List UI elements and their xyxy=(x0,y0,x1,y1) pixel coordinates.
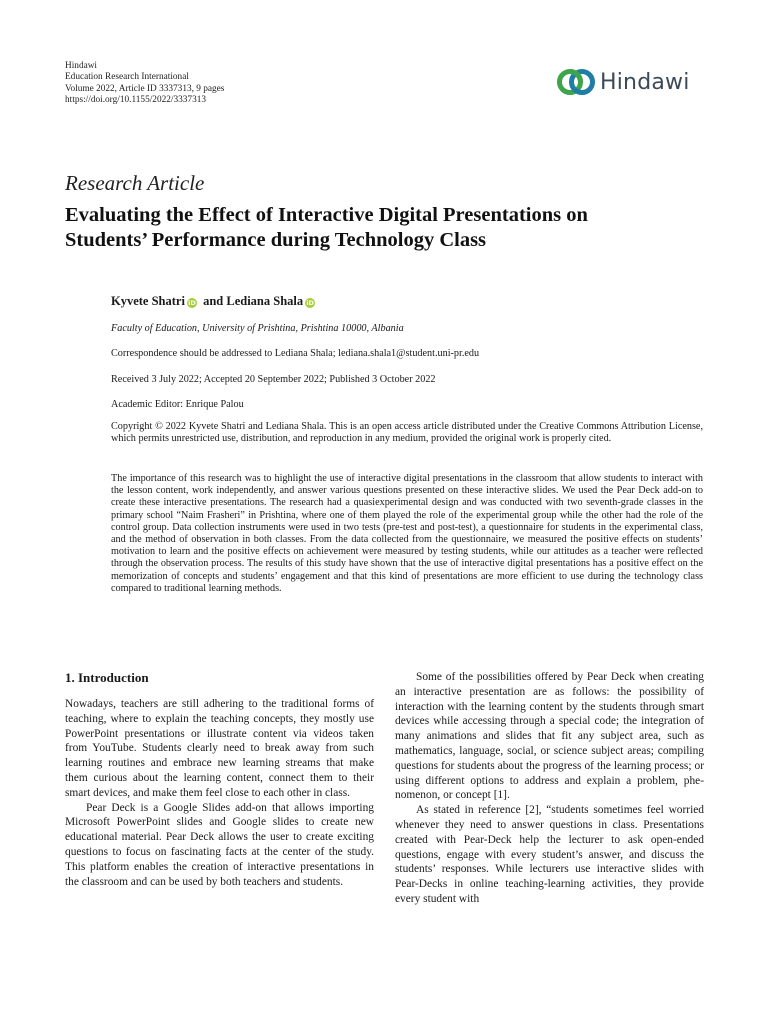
body-column-right xyxy=(395,670,704,907)
paragraph: Some of the possibilities offered by Pear Deck when creating an interactive presentation are as follows: the possibility of interaction with the learning content by the students through smart devices while accessing through a special code; the integration of many animations and slides that fit any subject area, such as mathematics, language, social, or science subject areas; compiling questions for students about the progress of the learning process; or using different options to address and explain a problem, phenomenon, or concept [1]. xyxy=(395,671,704,802)
hindawi-logo xyxy=(556,63,706,101)
article-type: Research Article xyxy=(65,171,205,195)
title-line-2: Students’ Performance during Technology Class xyxy=(65,229,487,251)
publication-dates: Received 3 July 2022; Accepted 20 September 2022; Published 3 October 2022 xyxy=(111,374,436,385)
paragraph: Pear Deck is a Google Slides add-on that allows importing Microsoft PowerPoint slides and Google slides to create new educational material. Pear Deck allows the user to create exciting questions to focus on fascinating facts at the center of the study. This platform enables the creation of interactive presentations in the classroom and can be used by both teachers and students. xyxy=(65,801,374,888)
publisher-name: Hindawi xyxy=(65,61,98,71)
affiliation: Faculty of Education, University of Prishtina, Prishtina 10000, Albania xyxy=(111,323,404,334)
abstract: The importance of this research was to highlight the use of interactive digital presentations in the classroom that allow students to interact with the lesson content, work independently, and answer various questions presented on these interactive slides. We used the Pear Deck add-on to create these interactive presentations. The research had a quasiexperimental design and was conducted with two seventh-grade classes in the primary school “Naim Frasheri” in Prishtina, where one of them played the role of the experimental group while the other had the role of the control group. Data collection instruments were used in two tests (pre-test and post-test), a questionnaire for students in the experimental class, and the method of observation in both classes. From the data collected from the questionnaire, we measured the positive effects on students’ motivation to learn and the positive effects on achievement were measured by testing students, while our attitudes as a teacher were reflected through the observation process. The results of this study have shown that the use of interactive digital presentations has a positive effect on the memorization of concepts and students’ engagement and that this kind of presentations are more efficient to use during the technology class compared to traditional learning methods. xyxy=(111,473,703,594)
journal-metadata xyxy=(65,61,224,106)
paragraph: Nowadays, teachers are still adhering to the traditional forms of teaching, where to explain the teaching concepts, they mostly use PowerPoint presentations or illustrate content via videos taken from YouTube. Students clearly need to break away from such learning routines and embrace new learning streams that make them curious about the learning content, connect them to their smart devices, and make them feel close to each other in class. xyxy=(65,698,374,799)
correspondence: Correspondence should be addressed to Lediana Shala; lediana.shala1@student.uni-pr.edu xyxy=(111,348,480,359)
section-heading: 1. Introduction xyxy=(65,670,149,685)
author-connector: and xyxy=(203,294,224,308)
orcid-icon[interactable]: iD xyxy=(188,299,196,307)
author-2: Lediana Shala xyxy=(226,294,304,308)
author-1: Kyvete Shatri xyxy=(111,294,185,308)
title-line-1: Evaluating the Effect of Interactive Digital Presentations on xyxy=(65,204,588,226)
volume-line: Volume 2022, Article ID 3337313, 9 pages xyxy=(65,83,225,94)
hindawi-rings-icon xyxy=(556,65,596,99)
body-column-left xyxy=(65,670,374,889)
doi-link[interactable]: https://doi.org/10.1155/2022/3337313 xyxy=(65,94,207,105)
copyright-notice: Copyright © 2022 Kyvete Shatri and Lediana Shala. This is an open access article distributed under the Creative Commons Attribution License, which permits unrestricted use, distribution, and reproduction in any medium, provided the original work is properly cited. xyxy=(111,421,703,445)
academic-editor: Academic Editor: Enrique Palou xyxy=(111,399,244,410)
orcid-icon[interactable]: iD xyxy=(306,299,314,307)
article-title xyxy=(65,203,705,253)
paragraph: As stated in reference [2], “students sometimes feel worried whenever they need to answer questions in class. Presentations created with Pear-Deck help the lecturer to ask open-ended questions, engage with every student’s answer, and discuss the students’ responses. While lecturers use interactive slides with Pear-Decks in online teaching-learning activities, they provide every student with xyxy=(395,804,704,905)
author-list xyxy=(111,294,318,309)
journal-name: Education Research International xyxy=(65,72,189,83)
logo-wordmark: Hindawi xyxy=(600,69,690,95)
